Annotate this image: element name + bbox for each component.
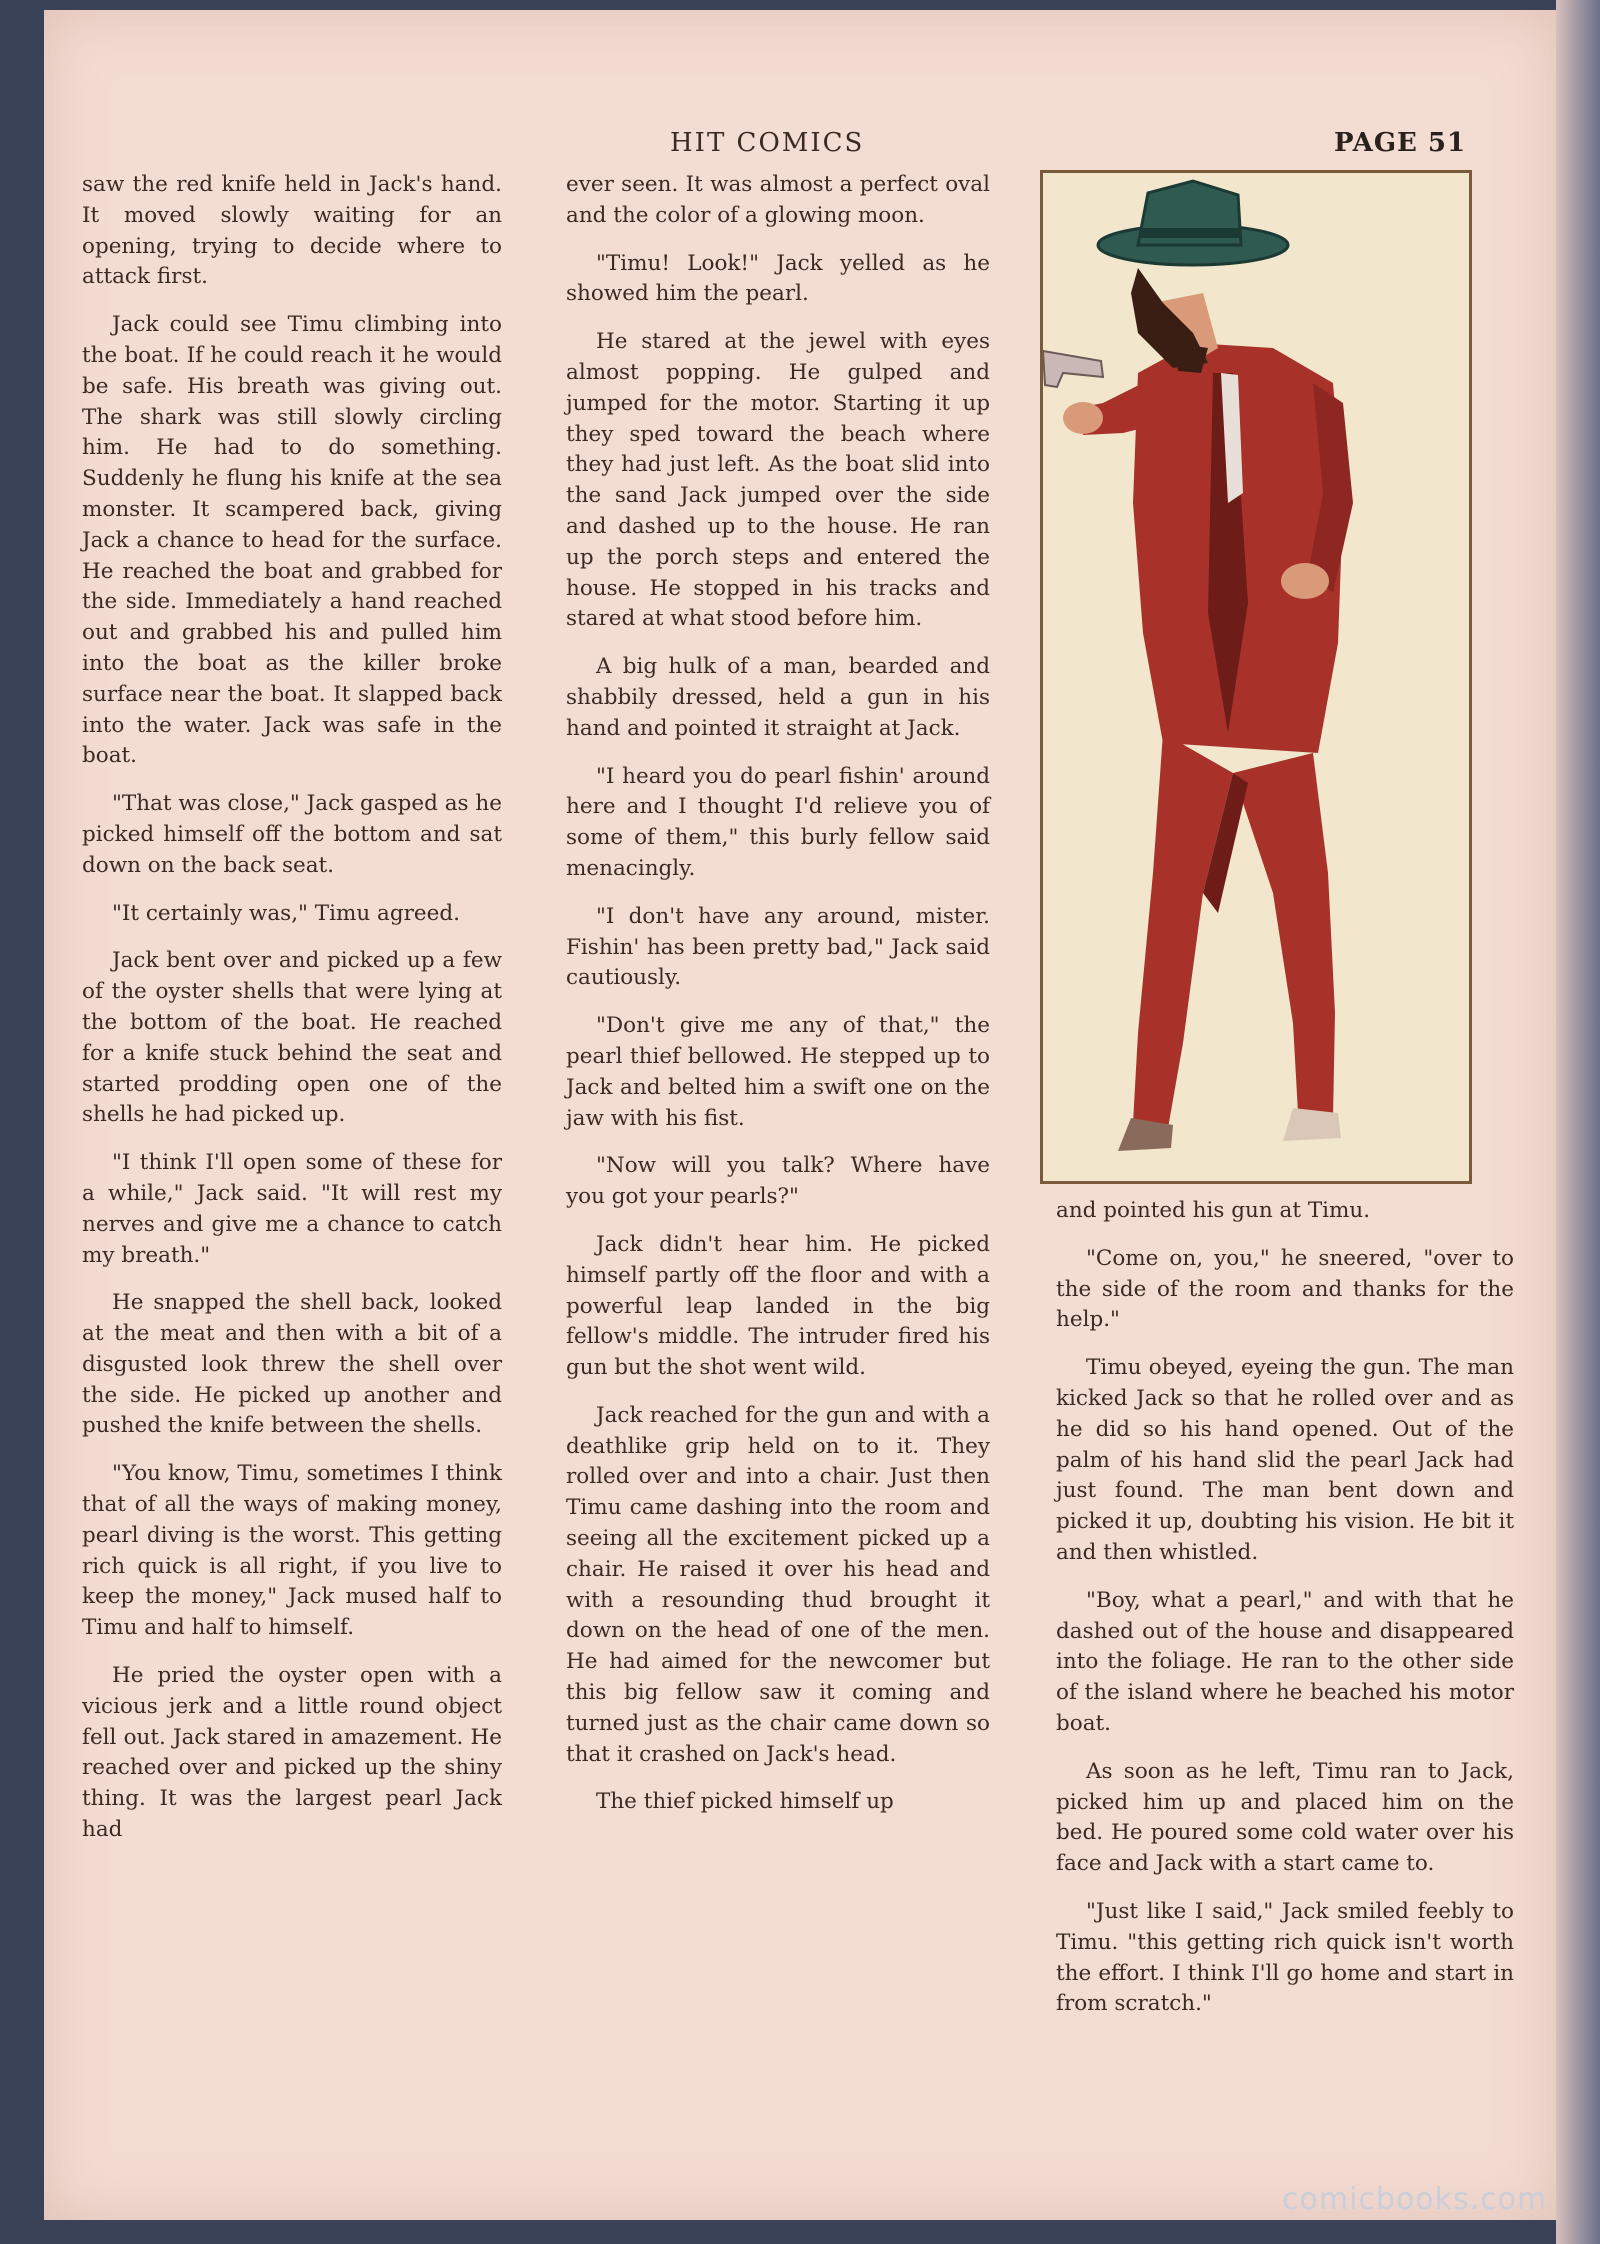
- paragraph: "Come on, you," he sneered, "over to the side of the room and thanks for the help.": [1056, 1245, 1514, 1333]
- paragraph: He stared at the jewel with eyes almost popping. He gulped and jumped for the motor. Starting it up they sped toward the beach where they had just left. As the boat slid into the sand Jack jumped over the side and dashed up to the house. He ran up the porch steps and entered the house. He stopped in his tracks and stared at what stood before him.: [566, 329, 990, 632]
- page-edge-background: [1556, 0, 1600, 2244]
- paragraph: and pointed his gun at Timu.: [1056, 1198, 1371, 1223]
- gun-hand: [1063, 402, 1103, 434]
- paragraph: Jack didn't hear him. He picked himself partly off the floor and with a powerful leap landed in the big fellow's middle. The intruder fired his gun but the shot went wild.: [566, 1231, 990, 1381]
- hat-band: [1140, 228, 1240, 238]
- page-header: [44, 128, 1556, 168]
- paragraph: "Boy, what a pearl," and with that he dashed out of the house and disappeared into the foliage. He ran to the other side of the island where he beached his motor boat.: [1056, 1587, 1514, 1736]
- paragraph: Timu obeyed, eyeing the gun. The man kicked Jack so that he rolled over and as he did so his hand opened. Out of the palm of his hand slid the pearl Jack had just found. The man bent down and picked it up, doubting his vision. He bit it and then whistled.: [1056, 1355, 1514, 1565]
- right-hand: [1281, 563, 1329, 599]
- right-shoe: [1283, 1108, 1341, 1141]
- comic-page: [44, 10, 1556, 2220]
- paragraph: saw the red knife held in Jack's hand. It moved slowly waiting for an opening, trying to decide where to attack first.: [82, 172, 502, 290]
- paragraph: He snapped the shell back, looked at the meat and then with a bit of a disgusted look threw the shell over the side. He picked up another and pushed the knife between the shells.: [82, 1290, 502, 1439]
- paragraph: "That was close," Jack gasped as he picked himself off the bottom and sat down on the back seat.: [82, 791, 502, 878]
- paragraph: "Don't give me any of that," the pearl thief bellowed. He stepped up to Jack and belted him a swift one on the jaw with his fist.: [566, 1013, 990, 1131]
- gunman-figure: [1043, 173, 1469, 1181]
- paragraph: A big hulk of a man, bearded and shabbily dressed, held a gun in his hand and pointed it straight at Jack.: [566, 654, 990, 741]
- paragraph: As soon as he left, Timu ran to Jack, picked him up and placed him on the bed. He poured some cold water over his face and Jack with a start came to.: [1056, 1758, 1514, 1877]
- paragraph: "Timu! Look!" Jack yelled as he showed him the pearl.: [566, 250, 990, 307]
- paragraph: Jack bent over and picked up a few of the oyster shells that were lying at the bottom of the boat. He reached for a knife stuck behind the seat and started prodding open one of the shells he had picked up.: [82, 948, 502, 1128]
- paragraph: "Now will you talk? Where have you got your pearls?": [566, 1153, 990, 1210]
- paragraph: Jack reached for the gun and with a deathlike grip held on to it. They rolled over and into a chair. Just then Timu came dashing into the room and seeing all the excitement picked up a chair. He raised it over his head and with a resounding thud brought it down on the head of one of the men. He had aimed for the newcomer but this big fellow saw it coming and turned just as the chair came down so that it crashed on Jack's head.: [566, 1402, 990, 1767]
- paragraph: ever seen. It was almost a perfect oval and the color of a glowing moon.: [566, 172, 990, 228]
- paragraph: The thief picked himself up: [596, 1789, 894, 1815]
- paragraph: "Just like I said," Jack smiled feebly to Timu. "this getting rich quick isn't worth the effort. I think I'll go home and start in from scratch.": [1056, 1898, 1514, 2017]
- page-number: PAGE 51: [1334, 128, 1467, 158]
- page-title: HIT COMICS: [670, 128, 865, 158]
- text-column-1: [82, 170, 502, 1863]
- paragraph: He pried the oyster open with a vicious jerk and a little round object fell out. Jack stared in amazement. He reached over and picked up the shiny thing. It was the largest pearl Jack had: [82, 1663, 502, 1843]
- text-column-3: [1056, 1196, 1514, 2037]
- text-column-2: [566, 170, 990, 1835]
- paragraph: "I don't have any around, mister. Fishin' has been pretty bad," Jack said cautiously.: [566, 903, 990, 991]
- paragraph: Jack could see Timu climbing into the boat. If he could reach it he would be safe. His breath was giving out. The shark was still slowly circling him. He had to do something. Suddenly he flung his knife at the sea monster. It scampered back, giving Jack a chance to head for the surface. He reached the boat and grabbed for the side. Immediately a hand reached out and grabbed his and pulled him into the boat as the killer broke surface near the boat. It slapped back into the water. Jack was safe in the boat.: [82, 312, 502, 769]
- paragraph: "It certainly was," Timu agreed.: [112, 900, 460, 926]
- watermark: comicbooks.com: [1282, 2182, 1548, 2217]
- paragraph: "I heard you do pearl fishin' around here and I thought I'd relieve you of some of them," this burly fellow said menacingly.: [566, 763, 990, 881]
- illustration-gunman: [1040, 170, 1472, 1184]
- paragraph: "You know, Timu, sometimes I think that of all the ways of making money, pearl diving is the worst. This getting rich quick is all right, if you live to keep the money," Jack mused half to Timu and half to himself.: [82, 1461, 502, 1641]
- paragraph: "I think I'll open some of these for a while," Jack said. "It will rest my nerves and give me a chance to catch my breath.": [82, 1150, 502, 1268]
